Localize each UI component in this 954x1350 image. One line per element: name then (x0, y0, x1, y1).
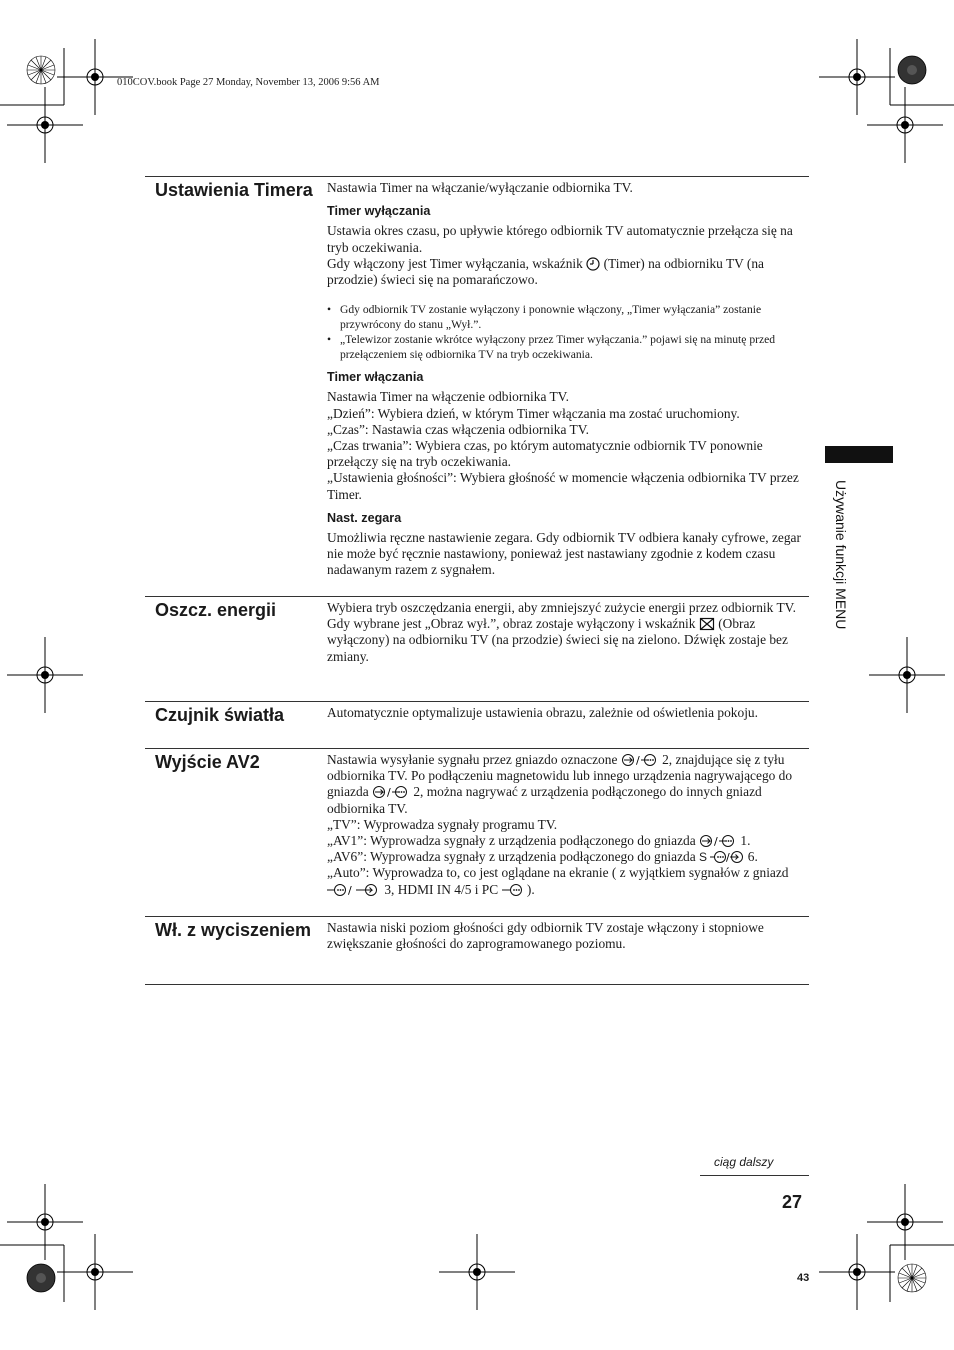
auto-text-c: ). (526, 881, 535, 897)
on-timer-line: „Czas”: Nastawia czas włączenia odbiornika TV. (327, 421, 590, 437)
power-saving-text1: Wybiera tryb oszczędzania energii, aby zmniejszyć zużycie energii przez odbiornik TV. (327, 600, 796, 615)
note-item: • Gdy odbiornik TV zostanie wyłączony i ponownie włączony, „Timer wyłączania” zostanie przywrócony do stanu „Wył.”. (327, 302, 809, 332)
registration-mark-icon (869, 637, 945, 713)
power-saving-text2b: (Obraz wyłączony) na odbiorniku TV (na przodzie) świeci się na zielono. Dźwięk zostaje bez zmiany. (327, 616, 788, 664)
light-sensor-row (145, 701, 809, 748)
print-page-number: 43 (797, 1272, 810, 1284)
sleep-timer-text2a: Gdy włączony jest Timer wyłączania, wskaźnik (327, 255, 583, 271)
av6-text-b: 6. (747, 849, 758, 865)
av2-option-tv: „TV”: Wyprowadza sygnały programu TV. (327, 816, 558, 832)
av2-output-paragraph (327, 752, 809, 817)
on-timer-title: Timer włączania (327, 370, 424, 385)
on-timer-line: „Dzień”: Wybiera dzień, w którym Timer włączania ma zostać uruchomiony. (327, 405, 740, 421)
av6-text-a: „AV6”: Wyprowadza sygnały z urządzenia podłączonego do gniazda (327, 849, 696, 865)
timer-intro: Nastawia Timer na włączanie/wyłączanie odbiornika TV. (327, 180, 633, 195)
scart-inout-icon (621, 753, 659, 767)
av1-text-b: 1. (740, 833, 751, 849)
sleep-timer-text1: Ustawia okres czasu, po upływie którego odbiornik TV automatycznie przełącza się na tryb oczekiwania. (327, 223, 793, 255)
svg-text:/: / (635, 754, 640, 767)
mute-on-description: Nastawia niski poziom głośności gdy odbiornik TV zostaje włączony i stopniowe zwiększanie głośności do zaprogramowanego poziomu. (327, 920, 764, 952)
registration-mark-icon (7, 637, 83, 713)
registration-mark-icon (27, 1264, 55, 1292)
settings-table (145, 176, 809, 985)
sleep-timer-text2b: (Timer) na odbiorniku TV (na przodzie) świeci się na pomarańczowo. (327, 255, 765, 288)
av2-output-row (145, 748, 809, 916)
av2-text-c: 2, można nagrywać z urządzenia podłączonego do innych gniazd odbiornika TV. (327, 784, 762, 816)
sleep-timer-text2 (327, 256, 809, 288)
registration-mark-icon (898, 1264, 926, 1292)
registration-mark-icon (7, 1184, 83, 1260)
note-item: • „Telewizor zostanie wkrótce wyłączony przez Timer wyłączania.” pojawi się na minutę przed przełączeniem się odbiornika TV na tryb oczekiwania. (327, 332, 809, 362)
continued-label: ciąg dalszy (714, 1155, 774, 1169)
registration-mark-icon (439, 1234, 515, 1310)
light-sensor-description: Automatycznie optymalizuje ustawienia obrazu, zależnie od oświetlenia pokoju. (327, 705, 758, 720)
section-title-vertical: Używanie funkcji MENU (833, 480, 849, 630)
on-timer-line: „Ustawienia głośności”: Wybiera głośność w momencie włączenia odbiornika TV przez Timer. (327, 470, 799, 502)
av2-text-a: Nastawia wysyłanie sygnału przez gniazdo oznaczone (327, 752, 618, 767)
av1-text-a: „AV1”: Wyprowadza sygnały z urządzenia podłączonego do gniazda (327, 833, 696, 849)
scart-inout-icon (699, 834, 737, 848)
section-tab-marker (825, 446, 893, 463)
s-video-icon: S (699, 850, 708, 865)
power-saving-label: Oszcz. energii (155, 600, 277, 620)
on-timer-line: Nastawia Timer na włączenie odbiornika TV. (327, 389, 569, 405)
timer-label: Ustawienia Timera (155, 180, 313, 200)
av2-option-av6 (327, 849, 809, 865)
power-saving-row (145, 596, 809, 701)
registration-mark-icon (819, 39, 895, 115)
av2-text-b: 2, znajdujące się z tyłu odbiornika TV. Po podłączeniu magnetowidu lub innego urządzenia nagrywającego do gniazda (327, 752, 793, 800)
auto-text-b: 3, HDMI IN 4/5 i PC (384, 881, 499, 897)
sleep-timer-notes (327, 302, 809, 362)
registration-mark-icon (7, 87, 83, 163)
timer-row (145, 176, 809, 596)
svg-text:/: / (714, 835, 718, 849)
timer-icon (586, 257, 600, 271)
clock-set-text: Umożliwia ręczne nastawienie zegara. Gdy odbiornik TV odbiera kanały cyfrowe, zegar nie może być ręcznie nastawiony, ponieważ jest nastawiany zgodnie z kodem czasu nadawanym razem z sygnałem. (327, 530, 801, 578)
sleep-timer-title: Timer wyłączania (327, 204, 431, 219)
svg-text:/: / (348, 883, 352, 897)
pc-input-icon (502, 883, 524, 897)
mute-on-row (145, 916, 809, 985)
mute-on-label: Wł. z wyciszeniem (155, 920, 312, 940)
clock-set-title: Nast. zegara (327, 510, 402, 525)
power-saving-text2 (327, 616, 809, 665)
video-input-icon (327, 883, 381, 897)
timer-description (327, 177, 809, 596)
svg-text:/: / (726, 851, 731, 865)
registration-mark-icon (898, 56, 926, 84)
av2-option-av1 (327, 833, 809, 849)
light-sensor-label: Czujnik światła (155, 705, 285, 725)
divider (700, 1175, 809, 1176)
scart-inout-icon (372, 785, 410, 799)
av2-output-label: Wyjście AV2 (155, 752, 260, 772)
registration-mark-icon (57, 1234, 133, 1310)
av2-option-auto (327, 865, 809, 897)
av2-output-description (327, 749, 809, 916)
svg-text:/: / (387, 786, 391, 800)
registration-mark-icon (819, 1234, 895, 1310)
print-info: 010COV.book Page 27 Monday, November 13, 2006 9:56 AM (117, 77, 380, 88)
video-input-icon (710, 850, 744, 864)
power-saving-text2a: Gdy wybrane jest „Obraz wył.”, obraz zostaje wyłączony i wskaźnik (327, 616, 696, 632)
power-saving-description (327, 597, 809, 701)
registration-mark-icon (867, 87, 943, 163)
registration-mark-icon (27, 56, 55, 84)
on-timer-line: „Czas trwania”: Wybiera czas, po którym automatycznie odbiornik TV ponownie przełączy się na tryb oczekiwania. (327, 438, 763, 470)
registration-mark-icon (867, 1184, 943, 1260)
picture-off-icon (699, 617, 715, 631)
auto-text-a: „Auto”: Wyprowadza to, co jest oglądane na ekranie ( z wyjątkiem sygnałów z gniazd (327, 865, 789, 881)
page-number: 27 (782, 1192, 803, 1212)
